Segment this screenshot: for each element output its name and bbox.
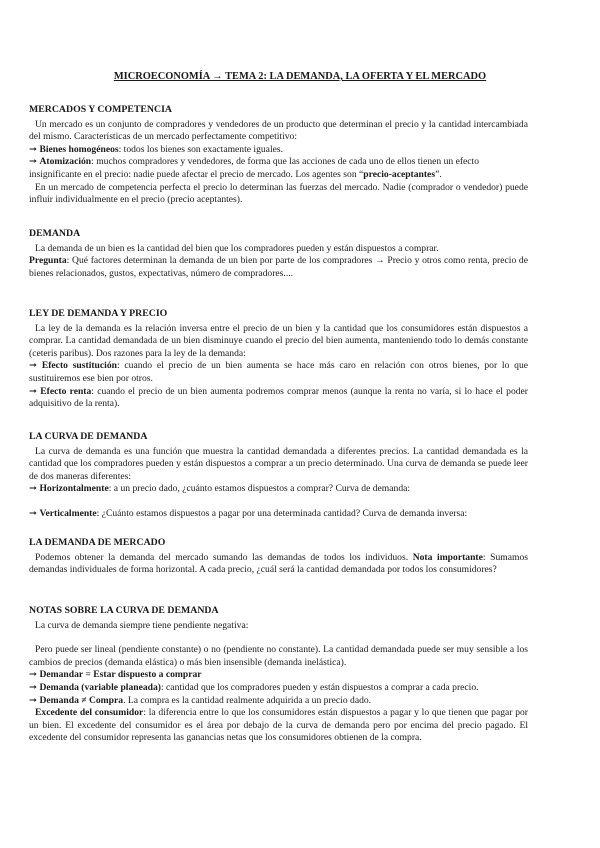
question-paragraph: [29, 255, 528, 280]
question-text: : Qué factores determinan la demanda de un bien por parte de los compradores → Precio y otros como renta, precio de bienes relacionados, gustos, expectativas, número de compradores....: [29, 255, 528, 279]
section-heading: LEY DE DEMANDA Y PRECIO: [29, 308, 168, 319]
paragraph: La ley de la demanda es la relación inversa entre el precio de un bien y la cantidad que los consumidores están dispuestos a comprar. La cantidad demandada de un bien disminuye cuando el precio del bien aumenta, manteniendo todo lo demás constante (ceteris paribus). Dos razones para la ley de la demanda:: [29, 322, 528, 359]
section-heading: MERCADOS Y COMPETENCIA: [29, 104, 172, 115]
arrow-icon: ➞: [29, 385, 38, 397]
arrow-icon: ➞: [29, 507, 38, 519]
section-curva-demanda: [29, 431, 528, 521]
paragraph: La curva de demanda siempre tiene pendiente negativa:: [35, 619, 249, 631]
arrow-icon: ➞: [29, 143, 38, 155]
bullet-item: [29, 156, 528, 181]
section-notas-curva: [29, 605, 528, 745]
arrow-icon: ➞: [29, 681, 38, 693]
paragraph-text: : la diferencia entre lo que los consumidores están dispuestos a pagar y lo que tienen que pagar por un bien. El excedente del consumidor es el área por debajo de la curva de demanda pero por encima del precio pagado. El excedente del consumidor representa las ganancias netas que los consumidores obtienen de la compra.: [29, 707, 528, 744]
bullet-label: Horizontalmente: [39, 483, 109, 495]
bullet-label: Efecto sustitución: [41, 360, 117, 372]
section-ley-demanda: [29, 308, 528, 411]
bullet-text: : a un precio dado, ¿cuánto estamos dispuestos a comprar? Curva de demanda:: [108, 483, 411, 495]
arrow-icon: ➞: [29, 694, 38, 706]
section-demanda-mercado: [29, 537, 528, 577]
paragraph-text-end: : Sumamos demandas individuales de forma horizontal. A cada precio, ¿cuál será la cantidad demandada por todos los consumidores?: [29, 551, 528, 576]
paragraph-text: Podemos obtener la demanda del mercado sumando las demandas de todos los individuos.: [35, 551, 413, 563]
arrow-icon: ➞: [29, 360, 38, 372]
paragraph-emphasis: Excedente del consumidor: [35, 707, 144, 719]
bullet-label: Bienes homogéneos: [39, 143, 119, 155]
paragraph: Un mercado es un conjunto de compradores y vendedores de un producto que determinan el precio y la cantidad intercambiada del mismo. Características de un mercado perfectamente competitivo:: [29, 118, 528, 143]
bullet-label: Demanda (variable planeada): [39, 681, 161, 693]
section-mercados-competencia: [29, 104, 528, 207]
bullet-text: : cantidad que los compradores pueden y están dispuestos a comprar a cada precio.: [160, 681, 479, 693]
section-heading: LA DEMANDA DE MERCADO: [29, 537, 166, 548]
bullet-text: : cuando el precio de un bien aumenta se hace más caro en relación con otros bienes, por lo que sustituiremos ese bien por otros.: [29, 360, 528, 384]
bullet-text-end: ”.: [435, 168, 442, 180]
bullet-item: [29, 360, 528, 385]
bullet-text: : ¿Cuánto estamos dispuestos a pagar por una determinada cantidad? Curva de demanda inversa:: [96, 507, 468, 519]
bullet-text: . La compra es la cantidad realmente adquirida a un precio dado.: [123, 694, 372, 706]
bullet-item: [29, 386, 528, 411]
paragraph: Pero puede ser lineal (pendiente constante) o no (pendiente no constante). La cantidad demandada puede ser muy sensible a los cambios de precios (demanda elástica) o más bien insensible (demanda inelástica).: [29, 644, 528, 668]
bullet-text: : muchos compradores y vendedores, de forma que las acciones de cada uno de ellos tienen un efecto insignificante en el precio: nadie puede afectar el precio de mercado. Los agentes son “: [29, 156, 480, 180]
bullet-item: [29, 483, 528, 496]
section-heading: DEMANDA: [29, 228, 81, 239]
paragraph-emphasis: Nota importante: [412, 551, 483, 563]
bullet-emphasis: precio-aceptantes: [363, 168, 436, 180]
section-heading: LA CURVA DE DEMANDA: [29, 431, 148, 442]
section-demanda: [29, 228, 528, 280]
bullet-label: Efecto renta: [40, 385, 92, 397]
paragraph: [29, 552, 528, 577]
bullet-label: Atomización: [39, 156, 92, 168]
bullet-item: [29, 144, 528, 157]
question-label: Pregunta: [29, 255, 67, 267]
arrow-icon: ➞: [29, 669, 38, 681]
bullet-text: : todos los bienes son exactamente iguales.: [118, 143, 283, 155]
bullet-label: Verticalmente: [39, 507, 97, 519]
paragraph: [29, 707, 528, 745]
arrow-icon: ➞: [29, 483, 38, 495]
bullet-label: Demandar = Estar dispuesto a comprar: [39, 669, 202, 681]
paragraph: La curva de demanda es una función que muestra la cantidad demandada a diferentes precios. La cantidad demandada es la cantidad que los compradores pueden y están dispuestos a comprar a un precio determinado. Una curva de demanda se puede leer de dos maneras diferentes:: [29, 445, 528, 482]
page-title: MICROECONOMÍA → TEMA 2: LA DEMANDA, LA OFERTA Y EL MERCADO: [113, 71, 487, 82]
bullet-item: [29, 669, 528, 682]
bullet-item: [29, 508, 528, 521]
arrow-icon: ➞: [29, 156, 38, 168]
bullet-item: [29, 682, 528, 695]
section-heading: NOTAS SOBRE LA CURVA DE DEMANDA: [29, 605, 219, 616]
bullet-label: Demanda ≠ Compra: [39, 694, 124, 706]
bullet-item: [29, 695, 528, 708]
paragraph: En un mercado de competencia perfecta el precio lo determinan las fuerzas del mercado. Nadie (comprador o vendedor) puede influir individualmente en el precio (precio aceptantes).: [29, 181, 528, 206]
bullet-text: : cuando el precio de un bien aumenta podremos comprar menos (aunque la renta no varía, si lo hace el poder adquisitivo de la renta).: [29, 385, 529, 410]
paragraph: La demanda de un bien es la cantidad del bien que los compradores pueden y están dispuestos a comprar.: [35, 242, 439, 254]
